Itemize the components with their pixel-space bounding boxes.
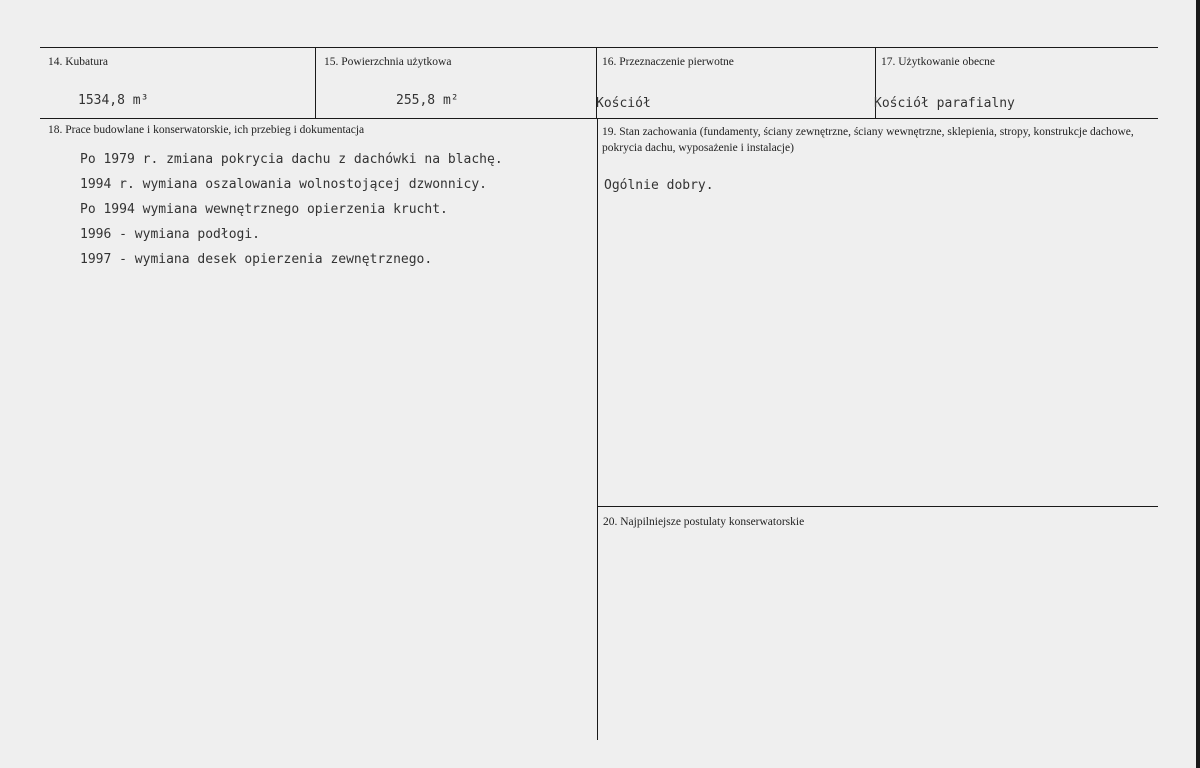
field-16-label: 16. Przeznaczenie pierwotne	[602, 56, 734, 68]
field-16-value: Kościół	[596, 96, 651, 111]
divider-18-19	[597, 118, 598, 740]
field-19-label: 19. Stan zachowania (fundamenty, ściany zewnętrzne, ściany wewnętrzne, sklepienia, stropy, konstrukcje dachowe, pokrycia dachu, wyposażenie i instalacje)	[602, 126, 1134, 154]
field-20-label: 20. Najpilniejsze postulaty konserwatorskie	[603, 516, 805, 528]
work-entry: 1994 r. wymiana oszalowania wolnostojącej dzwonnicy.	[80, 177, 487, 192]
field-18-entries	[80, 150, 503, 275]
field-18-label: 18. Prace budowlane i konserwatorskie, ich przebieg i dokumentacja	[48, 124, 365, 136]
field-14-value: 1534,8 m³	[78, 93, 149, 108]
field-17-label: 17. Użytkowanie obecne	[881, 56, 996, 68]
work-entry: 1996 - wymiana podłogi.	[80, 227, 261, 242]
top-rule	[40, 47, 1158, 48]
work-entry: Po 1979 r. zmiana pokrycia dachu z dachówki na blachę.	[80, 152, 503, 167]
field-15-value: 255,8 m²	[396, 93, 459, 108]
field-15-label: 15. Powierzchnia użytkowa	[324, 56, 452, 68]
field-17-value: Kościół parafialny	[874, 96, 1015, 111]
work-entry: Po 1994 wymiana wewnętrznego opierzenia krucht.	[80, 202, 448, 217]
section-20-rule	[597, 506, 1158, 507]
divider-14-15	[315, 47, 316, 118]
field-14-label: 14. Kubatura	[48, 56, 109, 68]
field-19-value: Ogólnie dobry.	[604, 178, 714, 193]
middle-rule	[40, 118, 1158, 119]
work-entry: 1997 - wymiana desek opierzenia zewnętrznego.	[80, 252, 433, 267]
